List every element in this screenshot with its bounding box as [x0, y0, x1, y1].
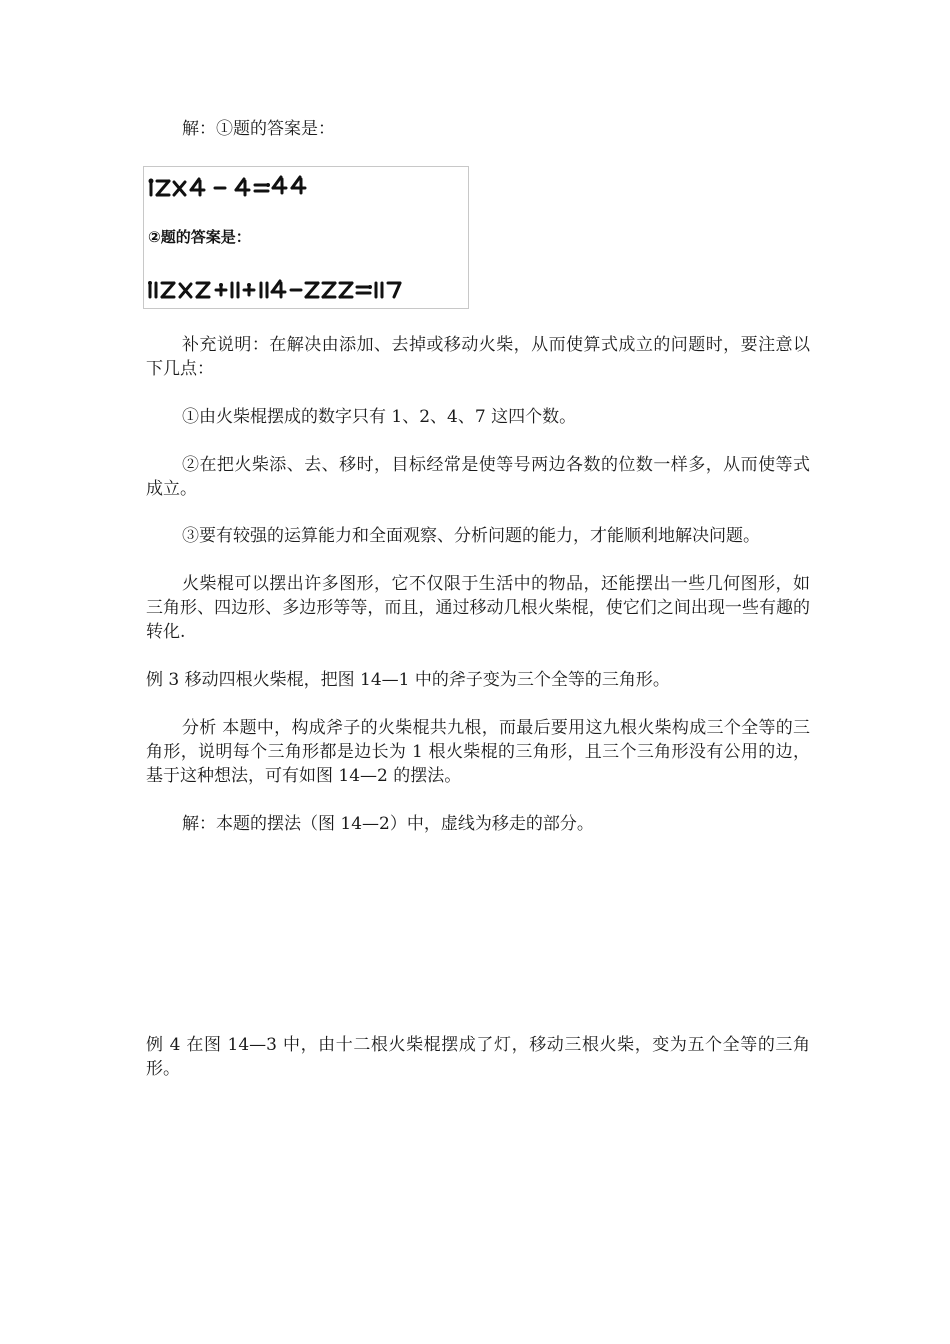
example-3: 例 3 移动四根火柴棍，把图 14—1 中的斧子变为三个全等的三角形。 [146, 670, 670, 690]
supplement-intro: 补充说明：在解决由添加、去掉或移动火柴，从而使算式成立的问题时，要注意以下几点： [146, 335, 810, 379]
equation-2-matchsticks [150, 281, 400, 297]
matchstick-answer-figure [143, 166, 469, 309]
solution-3: 解：本题的摆法（图 14—2）中，虚线为移走的部分。 [182, 814, 594, 834]
shapes-paragraph: 火柴棍可以摆出许多图形，它不仅限于生活中的物品，还能摆出一些几何图形，如三角形、四边形、多边形等等，而且，通过移动几根火柴棍，使它们之间出现一些有趣的转化. [146, 574, 810, 642]
example-4: 例 4 在图 14—3 中，由十二根火柴棍摆成了灯，移动三根火柴，变为五个全等的三角形。 [146, 1035, 810, 1079]
analysis-paragraph: 分析 本题中，构成斧子的火柴棍共九根，而最后要用这九根火柴构成三个全等的三角形，说明每个三角形都是边长为 1 根火柴棍的三角形，且三个三角形没有公用的边，基于这种想法，可有如图 14—2 的摆法。 [146, 718, 810, 786]
point-1: ①由火柴棍摆成的数字只有 1、2、4、7 这四个数。 [182, 407, 577, 427]
point-3: ③要有较强的运算能力和全面观察、分析问题的能力，才能顺利地解决问题。 [182, 526, 760, 546]
point-2: ②在把火柴添、去、移时，目标经常是使等号两边各数的位数一样多，从而使等式成立。 [146, 455, 810, 499]
equation-1-matchsticks [151, 177, 305, 195]
figure-answer-2-label: ②题的答案是： [148, 228, 251, 246]
intro-line: 解：①题的答案是： [182, 119, 335, 139]
